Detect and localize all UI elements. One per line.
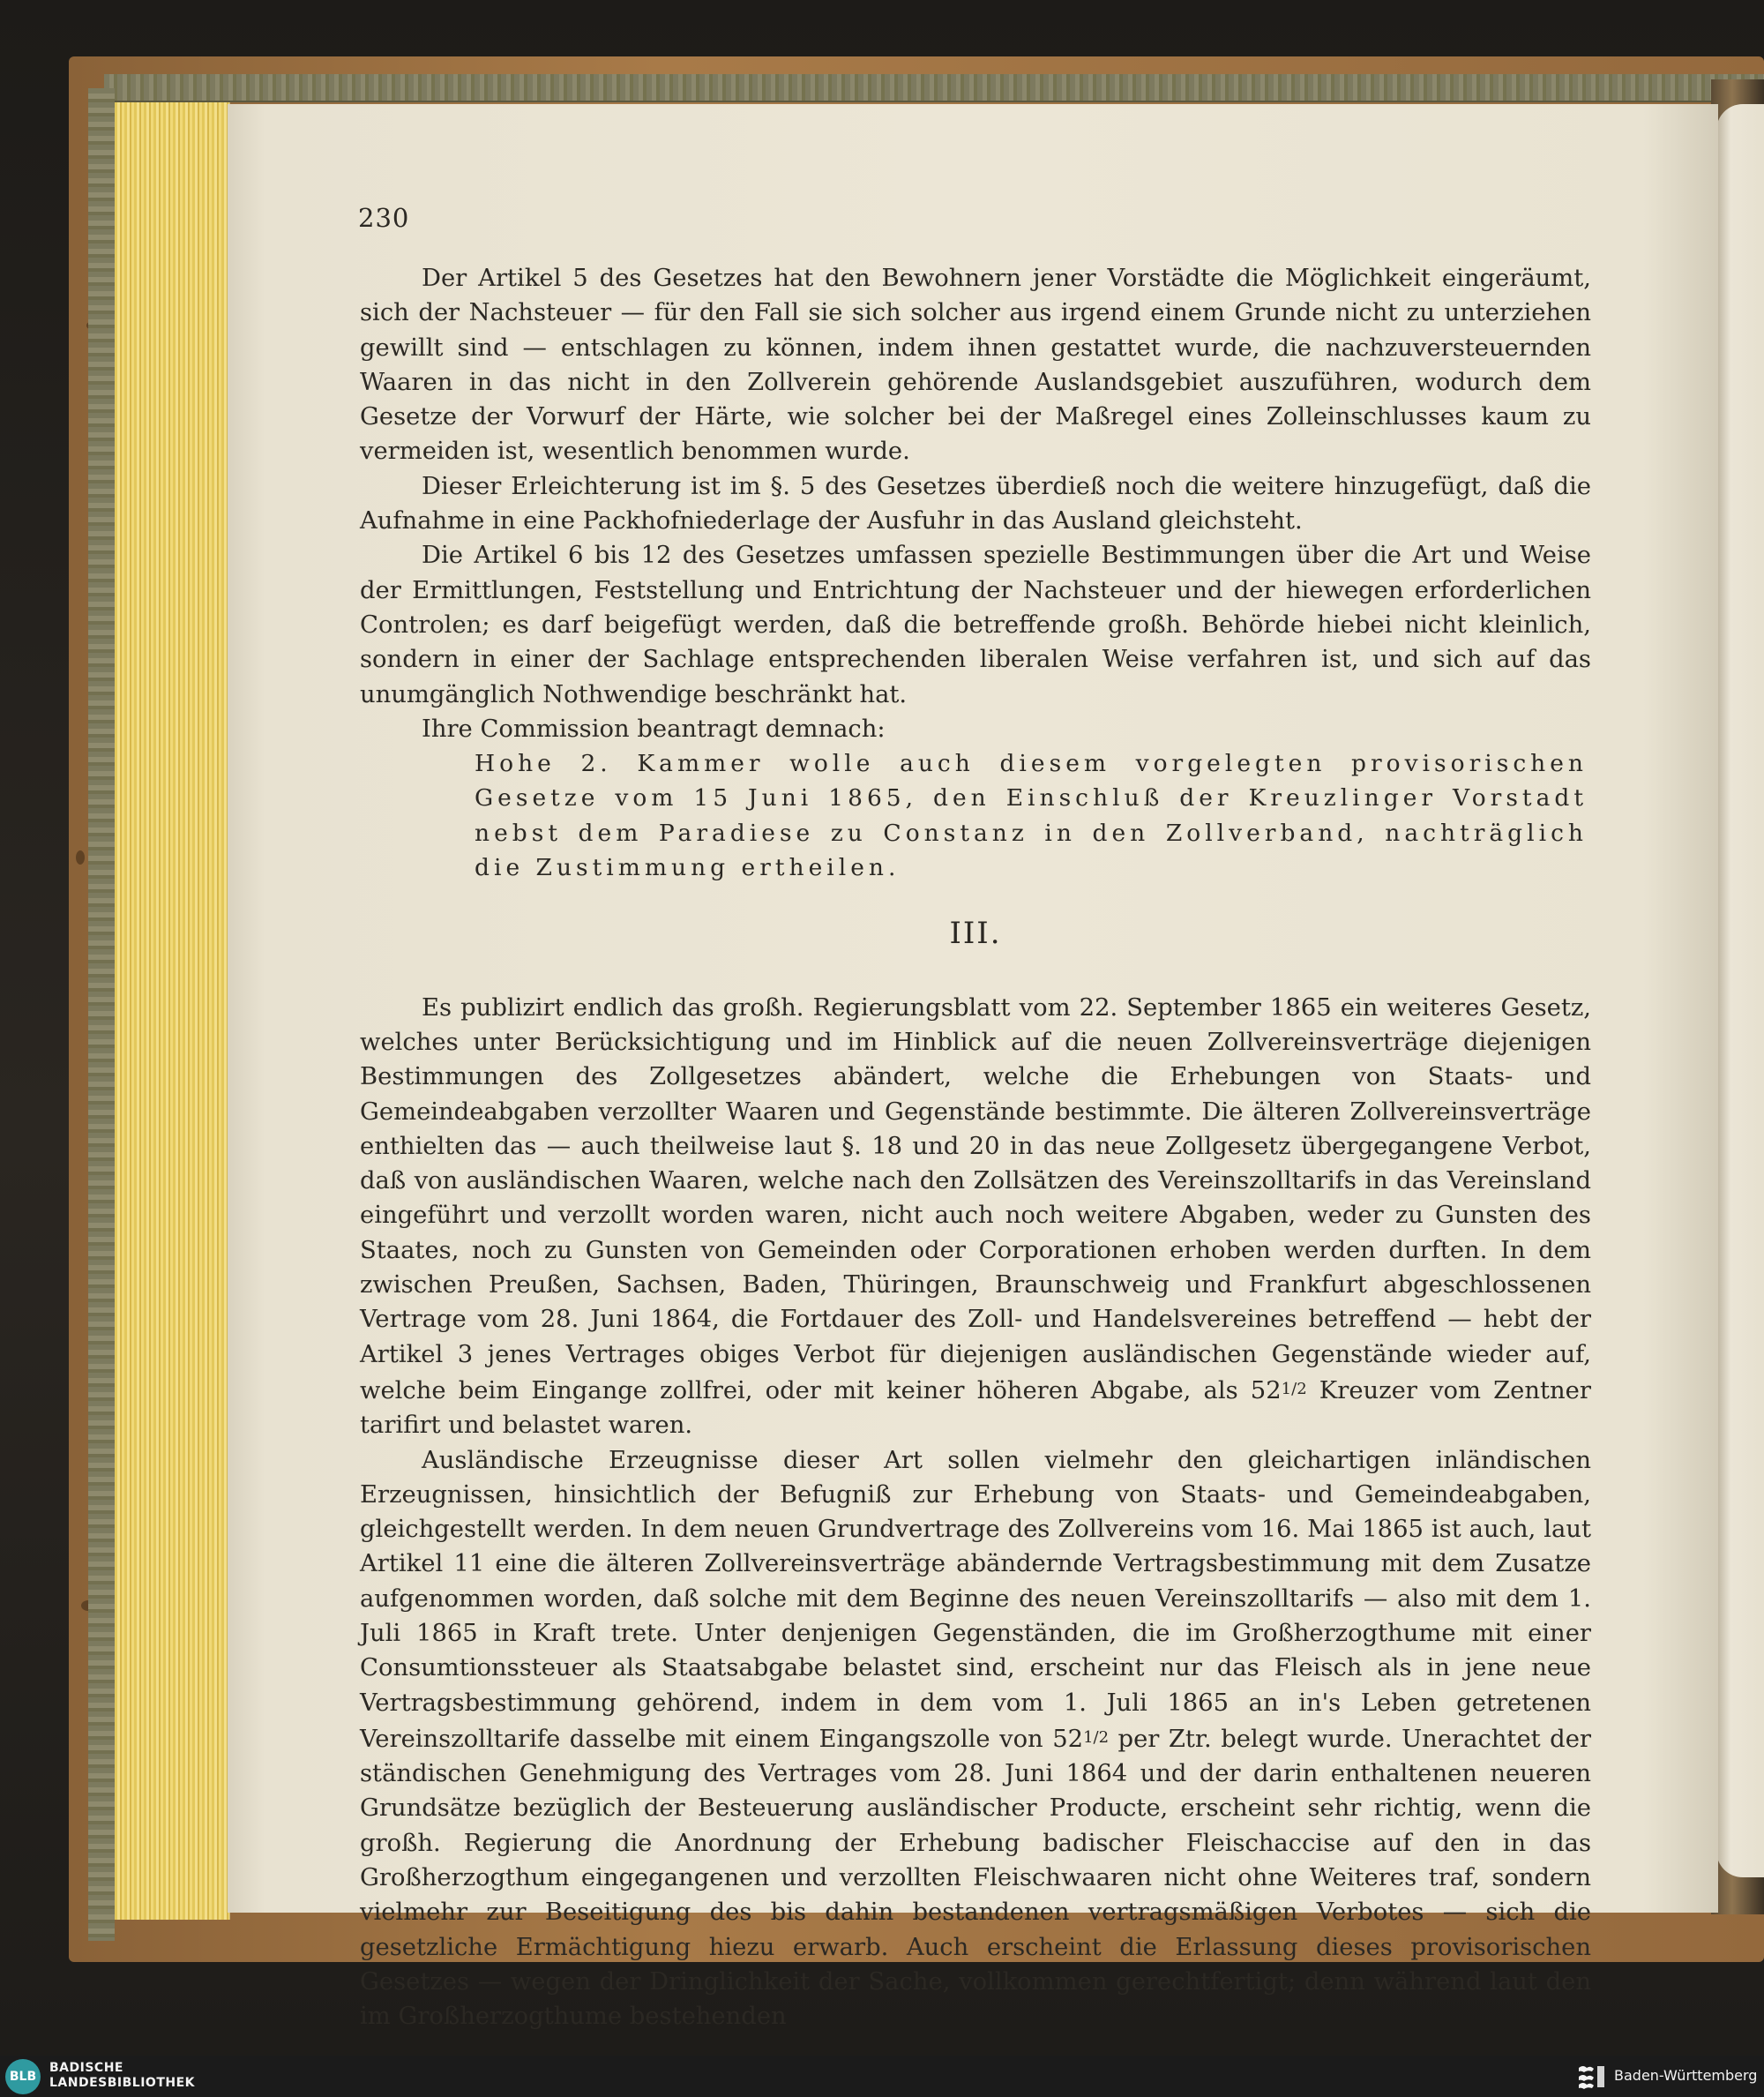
footer-bar bbox=[0, 2056, 1764, 2097]
facing-page-edge bbox=[1716, 104, 1764, 1877]
paragraph-4: Ihre Commission beantragt demnach: bbox=[422, 715, 886, 743]
page-text bbox=[360, 261, 1591, 2034]
library-name-line-1: BADISCHE bbox=[49, 2061, 123, 2075]
page-block-edges bbox=[115, 102, 230, 1920]
library-name[interactable] bbox=[49, 2061, 195, 2091]
paragraph-2: Dieser Erleichterung ist im §. 5 des Gesetzes überdieß noch die weitere hinzugefügt, daß die Aufnahme in eine Packhofniederlage der Ausfuhr in das Ausland gleichsteht. bbox=[360, 472, 1591, 535]
paragraph-5-part-b: Kreuzer vom Zentner tarifirt und belastet waren. bbox=[360, 1376, 1591, 1440]
paragraph-1: Der Artikel 5 des Gesetzes hat den Bewohnern jener Vorstädte die Möglichkeit eingeräumt, sich der Nachsteuer — für den Fall sie sich solcher aus irgend einem Grunde nicht zu unterziehen gewillt sind — entschlagen zu können, indem ihnen gestattet wurde, die nachzuversteuernden Waaren in das nicht in den Zollverein gehörende Auslandsgebiet auszuführen, wodurch dem Gesetze der Vorwurf der Härte, wie solcher bei der Maßregel eines Zolleinschlusses kaum zu vermeiden ist, wesentlich benommen wurde. bbox=[360, 265, 1591, 466]
fraction-one-half: 1/2 bbox=[1281, 1379, 1307, 1398]
section-heading: III. bbox=[949, 916, 1002, 952]
cover-board-top bbox=[104, 74, 1764, 102]
baden-wuerttemberg-lions-icon[interactable] bbox=[1575, 2061, 1607, 2091]
blb-logo-icon[interactable]: BLB bbox=[5, 2059, 41, 2094]
paragraph-5 bbox=[360, 991, 1591, 1443]
library-name-line-2: LANDESBIBLIOTHEK bbox=[49, 2076, 196, 2090]
paragraph-6-part-b: per Ztr. belegt wurde. Unerachtet der ständischen Genehmigung des Vertrages vom 28. Juni 1864 und der darin enthaltenen neueren Grundsätze bezüglich der Besteuerung ausländischer Producte, erscheint sehr richtig, wenn die großh. Regierung die Anordnung der Erhebung badischer Fleischaccise auf den in das Großherzogthum eingegangenen und verzollten Fleischwaaren nicht ohne Weiteres traf, sondern vielmehr zur Beseitigung des bis dahin bestandenen vertragsmäßigen Verbotes — sich die gesetzliche Ermächtigung hiezu erwarb. Auch erscheint die Erlassung dieses provisorischen Gesetzes — wegen der Dringlichkeit der Sache, vollkommen gerechtfertigt; denn während laut den im Großherzogthume bestehenden bbox=[360, 1725, 1591, 2031]
paragraph-6 bbox=[360, 1443, 1591, 2034]
fraction-one-half-2: 1/2 bbox=[1083, 1727, 1110, 1747]
page-number: 230 bbox=[358, 203, 410, 233]
state-name[interactable]: Baden-Württemberg bbox=[1614, 2067, 1758, 2084]
paragraph-3: Die Artikel 6 bis 12 des Gesetzes umfassen spezielle Bestimmungen über die Art und Weise der Ermittlungen, Feststellung und Entrichtung der Nachsteuer und der hiewegen erforderlichen Controlen; es darf beigefügt werden, daß die betreffende großh. Behörde hiebei nicht kleinlich, sondern in einer der Sachlage entsprechenden liberalen Weise verfahren ist, und sich auf das unumgänglich Nothwendige beschränkt hat. bbox=[360, 542, 1591, 708]
motion-text: Hohe 2. Kammer wolle auch diesem vorgelegten provisorischen Gesetze vom 15 Juni 1865, den Einschluß der Kreuzlinger Vorstadt nebst dem Paradiese zu Constanz in den Zollverband, nachträglich die Zustimmung ertheilen. bbox=[475, 750, 1588, 882]
paragraph-5-part-a: Es publizirt endlich das großh. Regierungsblatt vom 22. September 1865 ein weiteres Gesetz, welches unter Berücksichtigung und im Hinblick auf die neuen Zollvereinsverträge diejenigen Bestimmungen des Zollgesetzes abändert, welche die Erhebungen von Staats- und Gemeindeabgaben verzollter Waaren und Gegenstände bestimmte. Die älteren Zollvereinsverträge enthielten das — auch theilweise laut §. 18 und 20 in das neue Zollgesetz übergegangene Verbot, daß von ausländischen Waaren, welche nach den Zollsätzen des Vereinszolltarifs in das Vereinsland eingeführt und verzollt worden waren, nicht auch noch weitere Abgaben, weder zu Gunsten des Staates, noch zu Gunsten von Gemeinden oder Corporationen erhoben werden durften. In dem zwischen Preußen, Sachsen, Baden, Thüringen, Braunschweig und Frankfurt abgeschlossenen Vertrage vom 28. Juni 1864, die Fortdauer des Zoll- und Handelsvereines betreffend — hebt der Artikel 3 jenes Vertrages obiges Verbot für diejenigen ausländischen Gegenstände wieder auf, welche beim Eingange zollfrei, oder mit keiner höheren Abgabe, als 52 bbox=[360, 993, 1591, 1404]
document-page bbox=[228, 104, 1718, 2031]
cover-board-left bbox=[88, 88, 115, 1941]
paragraph-6-part-a: Ausländische Erzeugnisse dieser Art sollen vielmehr den gleichartigen inländischen Erzeugnissen, hinsichtlich der Befugniß zur Erhebung von Staats- und Gemeindeabgaben, gleichgestellt werden. In dem neuen Grundvertrage des Zollvereins vom 16. Mai 1865 ist auch, laut Artikel 11 eine die älteren Zollvereinsverträge abändernde Vertragsbestimmung mit dem Zusatze aufgenommen worden, daß solche mit dem Beginne des neuen Vereinszolltarifs — also mit dem 1. Juli 1865 in Kraft trete. Unter denjenigen Gegenständen, die im Großherzogthume mit einer Consumtionssteuer als Staatsabgabe belastet sind, erscheint nur das Fleisch als in jene neue Vertragsbestimmung gehörend, indem in dem vom 1. Juli 1865 an in's Leben getretenen Vereinszolltarife dasselbe mit einem Eingangszolle von 52 bbox=[360, 1446, 1591, 1753]
